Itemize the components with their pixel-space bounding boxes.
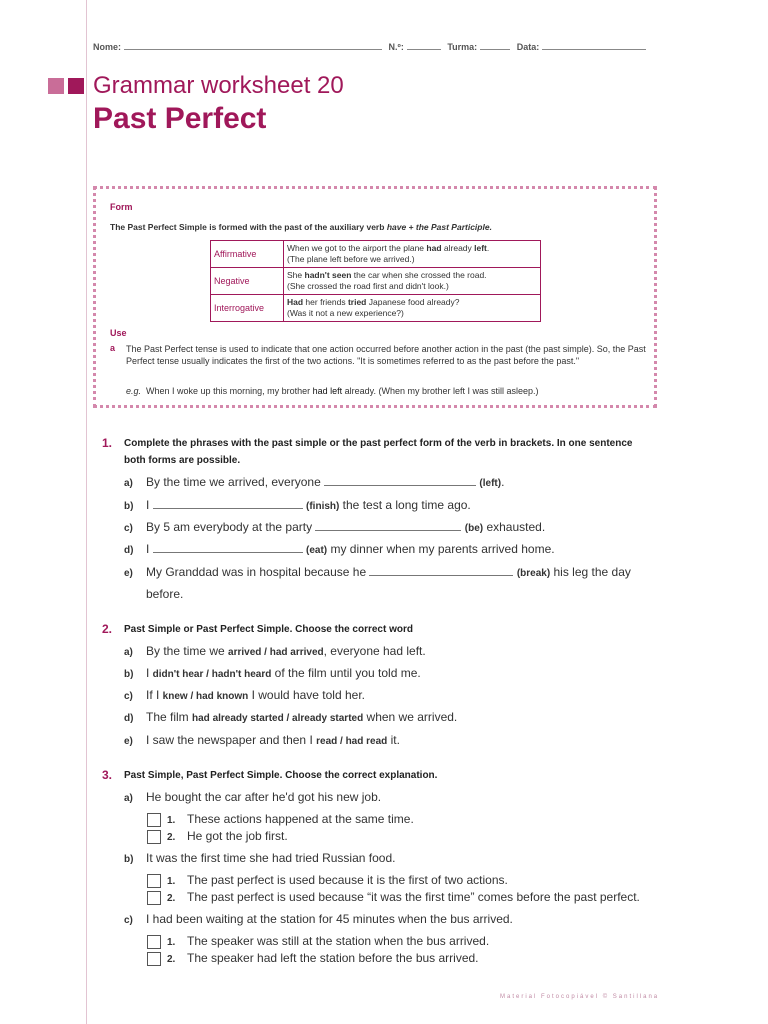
grammar-reference-box	[93, 186, 657, 408]
table-row	[211, 268, 541, 295]
exercise-2-item: b) I didn't hear / hadn't heard of the film until you told me.	[124, 666, 421, 680]
use-label: Use	[110, 328, 127, 338]
table-row	[211, 295, 541, 322]
date-label: Data:	[516, 42, 540, 52]
date-field[interactable]	[542, 40, 646, 50]
exercise-1-item: e) My Granddad was in hospital because he (break) his leg the day	[124, 565, 631, 579]
answer-blank[interactable]	[153, 496, 303, 509]
class-field[interactable]	[480, 40, 510, 50]
exercise-2-item: d) The film had already started / already started when we arrived.	[124, 710, 458, 724]
answer-blank[interactable]	[324, 473, 476, 486]
checkbox[interactable]	[147, 935, 161, 949]
forms-table	[210, 240, 541, 322]
answer-blank[interactable]	[315, 518, 461, 531]
square-light-icon	[48, 78, 64, 94]
exercise-3-option: 1. The past perfect is used because it is the first of two actions.	[147, 872, 508, 890]
use-example: e.g. When I woke up this morning, my brother had left already. (When my brother left I was still asleep.)	[126, 386, 539, 396]
exercise-3-number: 3.	[102, 768, 113, 782]
interrogative-label: Interrogative	[211, 295, 284, 322]
exercise-1-continuation: before.	[146, 587, 184, 601]
exercise-3-item: b) It was the first time she had tried Russian food.	[124, 851, 396, 865]
number-field[interactable]	[407, 40, 441, 50]
topic-title: Past Perfect	[93, 102, 267, 135]
choice-options[interactable]: read / had read	[316, 736, 388, 747]
exercise-1-item: c) By 5 am everybody at the party (be) exhausted.	[124, 520, 546, 534]
exercise-1-item: d) I (eat) my dinner when my parents arrived home.	[124, 542, 555, 556]
answer-blank[interactable]	[369, 563, 513, 576]
square-dark-icon	[68, 78, 84, 94]
checkbox[interactable]	[147, 813, 161, 827]
answer-blank[interactable]	[153, 540, 303, 553]
checkbox[interactable]	[147, 874, 161, 888]
worksheet-title: Grammar worksheet 20	[93, 72, 344, 99]
exercise-1-number: 1.	[102, 436, 113, 450]
use-letter: a	[110, 343, 116, 353]
form-formula: have + the Past Participle.	[386, 222, 492, 232]
exercise-3-instruction: Past Simple, Past Perfect Simple. Choose the correct explanation.	[124, 770, 438, 781]
exercise-3-item: a) He bought the car after he'd got his new job.	[124, 790, 382, 804]
choice-options[interactable]: arrived / had arrived	[228, 647, 324, 658]
choice-options[interactable]: had already started / already started	[192, 713, 364, 724]
exercise-1-instruction: Complete the phrases with the past simple or the past perfect form of the verb in brackets. In one sentence both forms are possible.	[124, 438, 633, 466]
exercise-3-option: 1. The speaker was still at the station when the bus arrived.	[147, 933, 489, 951]
exercise-3-option: 2. He got the job first.	[147, 828, 288, 846]
use-description: The Past Perfect tense is used to indicate that one action occurred before another action in the past (the past simple). So, the Past Perfect tense usually indicates the first of the two actions. "It is sometimes referred to as the past before the past."	[126, 344, 646, 366]
exercise-2-item: e) I saw the newspaper and then I read / had read it.	[124, 733, 400, 747]
exercise-3-option: 1. These actions happened at the same time.	[147, 811, 414, 829]
margin-line	[86, 0, 87, 1024]
checkbox[interactable]	[147, 891, 161, 905]
form-description: The Past Perfect Simple is formed with the past of the auxiliary verb have + the Past Participle.	[110, 222, 492, 232]
exercise-2-item: c) If I knew / had known I would have told her.	[124, 688, 365, 702]
student-info-header	[93, 40, 650, 52]
form-label: Form	[110, 202, 133, 212]
choice-options[interactable]: didn't hear / hadn't heard	[152, 669, 272, 680]
class-label: Turma:	[447, 42, 478, 52]
affirmative-example: When we got to the airport the plane had already left. (The plane left before we arrived.)	[284, 241, 541, 268]
negative-label: Negative	[211, 268, 284, 295]
exercise-2-item: a) By the time we arrived / had arrived, everyone had left.	[124, 644, 426, 658]
name-label: Nome:	[93, 42, 122, 52]
table-row	[211, 241, 541, 268]
affirmative-label: Affirmative	[211, 241, 284, 268]
choice-options[interactable]: knew / had known	[162, 691, 249, 702]
exercise-2-instruction: Past Simple or Past Perfect Simple. Choose the correct word	[124, 624, 413, 635]
exercise-3-option: 2. The speaker had left the station before the bus arrived.	[147, 950, 479, 968]
number-label: N.º:	[388, 42, 404, 52]
exercise-1-item: b) I (finish) the test a long time ago.	[124, 498, 471, 512]
checkbox[interactable]	[147, 830, 161, 844]
exercise-3-item: c) I had been waiting at the station for 45 minutes when the bus arrived.	[124, 912, 513, 926]
checkbox[interactable]	[147, 952, 161, 966]
interrogative-example: Had her friends tried Japanese food already? (Was it not a new experience?)	[284, 295, 541, 322]
copyright-footer: Material Fotocopiável © Santillana	[500, 994, 660, 1000]
exercise-3-option: 2. The past perfect is used because “it was the first time” comes before the past perfect.	[147, 889, 640, 907]
name-field[interactable]	[124, 40, 382, 50]
exercise-1-item: a) By the time we arrived, everyone (left).	[124, 475, 505, 489]
exercise-2-number: 2.	[102, 622, 113, 636]
negative-example: She hadn't seen the car when she crossed the road. (She crossed the road first and didn't look.)	[284, 268, 541, 295]
